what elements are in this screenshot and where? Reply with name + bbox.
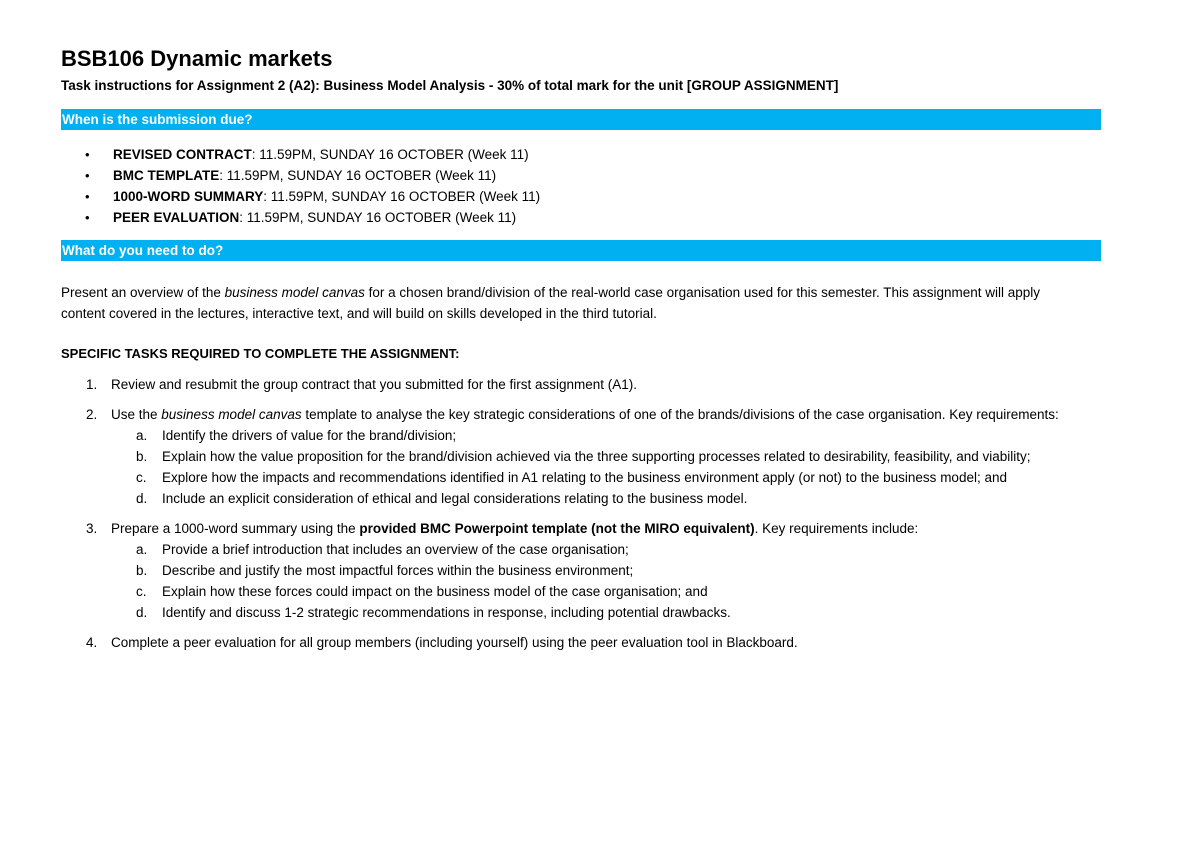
task-text: Review and resubmit the group contract that you submitted for the first assignment (A1). <box>111 377 637 392</box>
subtask-text: Explore how the impacts and recommendations identified in A1 relating to the business environment apply (or not) to the business model; and <box>162 470 1007 485</box>
intro-paragraph <box>61 282 1061 324</box>
task-bold-text: provided BMC Powerpoint template (not the MIRO equivalent) <box>359 521 755 536</box>
subtask-list <box>111 539 1101 623</box>
intro-emphasis: business model canvas <box>224 285 365 300</box>
task-text: . Key requirements include: <box>754 521 919 536</box>
subtask-letter: c. <box>136 584 147 599</box>
document-title: BSB106 Dynamic markets <box>61 46 333 71</box>
subtask-letter: a. <box>136 542 148 557</box>
task-item <box>61 374 1101 395</box>
subtask-item <box>111 581 1101 602</box>
subtask-item <box>111 488 1101 509</box>
subtask-letter: c. <box>136 470 147 485</box>
bullet-icon: • <box>85 189 90 204</box>
intro-text: for a chosen brand/division of the real-world case organisation used for this semester. This assignment will apply content covered in the lectures, interactive text, and will build on skills developed in the third tutorial. <box>61 285 1041 321</box>
task-text: template to analyse the key strategic considerations of one of the brands/divisions of the case organisation. Key requirements: <box>301 407 1059 422</box>
subtask-item <box>111 446 1101 467</box>
tasks-heading: SPECIFIC TASKS REQUIRED TO COMPLETE THE ASSIGNMENT: <box>61 346 460 361</box>
task-item <box>61 632 1101 653</box>
task-item <box>61 404 1101 509</box>
bullet-icon: • <box>85 168 90 183</box>
deadline-item <box>85 186 1101 207</box>
subtask-item <box>111 425 1101 446</box>
deadline-value: : 11.59PM, SUNDAY 16 OCTOBER (Week 11) <box>251 147 529 162</box>
task-number: 2. <box>86 407 98 422</box>
bullet-icon: • <box>85 210 90 225</box>
subtask-letter: d. <box>136 605 148 620</box>
deadline-label: REVISED CONTRACT <box>113 147 252 162</box>
task-emphasis: business model canvas <box>161 407 302 422</box>
section-heading-todo: What do you need to do? <box>61 240 1101 261</box>
subtask-item <box>111 467 1101 488</box>
subtask-text: Explain how these forces could impact on the business model of the case organisation; and <box>162 584 708 599</box>
deadline-label: PEER EVALUATION <box>113 210 240 225</box>
subtask-item <box>111 539 1101 560</box>
task-number: 4. <box>86 635 98 650</box>
subtask-letter: a. <box>136 428 148 443</box>
subtask-text: Describe and justify the most impactful forces within the business environment; <box>162 563 634 578</box>
deadline-value: : 11.59PM, SUNDAY 16 OCTOBER (Week 11) <box>219 168 497 183</box>
subtask-letter: d. <box>136 491 148 506</box>
task-text: Prepare a 1000-word summary using the <box>111 521 360 536</box>
subtask-item <box>111 602 1101 623</box>
deadline-item <box>85 165 1101 186</box>
document-page <box>61 44 1101 662</box>
subtask-item <box>111 560 1101 581</box>
subtask-text: Identify and discuss 1-2 strategic recommendations in response, including potential drawbacks. <box>162 605 731 620</box>
deadline-label: 1000-WORD SUMMARY <box>113 189 264 204</box>
deadline-list <box>61 144 1101 228</box>
deadline-item <box>85 144 1101 165</box>
subtask-text: Explain how the value proposition for the brand/division achieved via the three supporting processes related to desirability, feasibility, and viability; <box>162 449 1031 464</box>
subtask-letter: b. <box>136 563 148 578</box>
deadline-item <box>85 207 1101 228</box>
subtask-list <box>111 425 1101 509</box>
deadline-value: : 11.59PM, SUNDAY 16 OCTOBER (Week 11) <box>239 210 517 225</box>
task-item <box>61 518 1101 623</box>
subtask-text: Provide a brief introduction that includes an overview of the case organisation; <box>162 542 629 557</box>
subtask-text: Identify the drivers of value for the brand/division; <box>162 428 457 443</box>
intro-text: Present an overview of the <box>61 285 225 300</box>
task-number: 1. <box>86 377 98 392</box>
task-list <box>61 374 1101 653</box>
task-text: Complete a peer evaluation for all group members (including yourself) using the peer evaluation tool in Blackboard. <box>111 635 798 650</box>
deadline-label: BMC TEMPLATE <box>113 168 220 183</box>
task-number: 3. <box>86 521 98 536</box>
task-text: Use the <box>111 407 162 422</box>
bullet-icon: • <box>85 147 90 162</box>
subtask-letter: b. <box>136 449 148 464</box>
section-heading-due: When is the submission due? <box>61 109 1101 130</box>
subtask-text: Include an explicit consideration of ethical and legal considerations relating to the business model. <box>162 491 748 506</box>
deadline-value: : 11.59PM, SUNDAY 16 OCTOBER (Week 11) <box>263 189 541 204</box>
document-subtitle: Task instructions for Assignment 2 (A2): Business Model Analysis - 30% of total mark for the unit [GROUP ASSIGNMENT] <box>61 78 839 93</box>
